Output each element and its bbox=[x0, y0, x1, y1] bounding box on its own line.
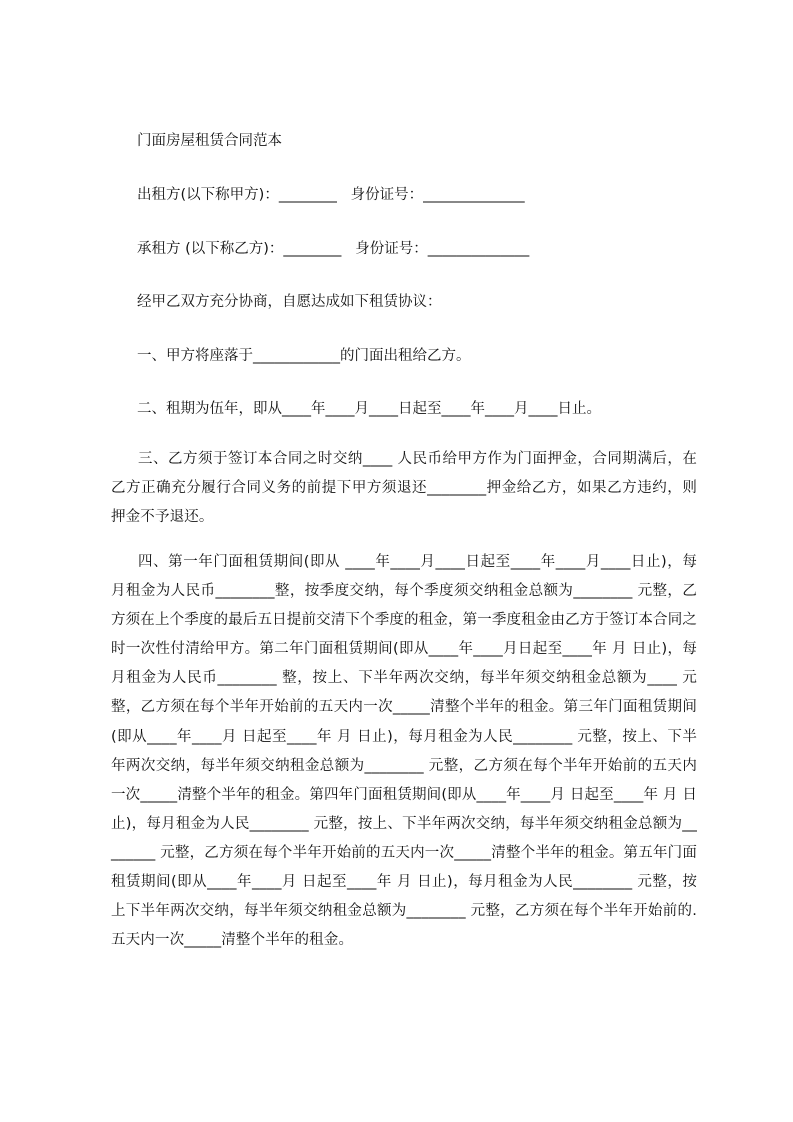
clause-4: 四、第一年门面租赁期间(即从 ____年____月____日起至____年____月____日止)，每月租金为人民币________整，按季度交纳，每个季度须交纳租金总额为________ 元整，乙方须在上个季度的最后五日提前交清下个季度的租金，第一季度租金由乙方于签订本合同之时一次性付清给甲方。第二年门面租赁期间(即从____年____月日起至____年 月 日止)，每月租金为人民币________ 整，按上、下半年两次交纳，每半年须交纳租金总额为____ 元整，乙方须在每个半年开始前的五天内一次_____清整个半年的租金。第三年门面租赁期间(即从____年____月 日起至____年 月 日止)，每月租金为人民________ 元整，按上、下半年两次交纳，每半年须交纳租金总额为________ 元整，乙方须在每个半年开始前的五天内一次_____清整个半年的租金。第四年门面租赁期间(即从____年____月 日起至____年 月 日止)，每月租金为人民________ 元整，按上、下半年两次交纳，每半年须交纳租金总额为________ 元整，乙方须在每个半年开始前的五天内一次_____清整个半年的租金。第五年门面租赁期间(即从____年____月 日起至____年 月 日止)，每月租金为人民________ 元整，按上下半年两次交纳，每半年须交纳租金总额为________ 元整，乙方须在每个半年开始前的. 五天内一次_____清整个半年的租金。 bbox=[111, 554, 697, 949]
intro-line: 经甲乙双方充分协商，自愿达成如下租赁协议： bbox=[137, 294, 442, 310]
clause-1: 一、甲方将座落于____________的门面出租给乙方。 bbox=[137, 348, 471, 364]
clause-2: 二、租期为伍年，即从____年____月____日起至____年____月____日止。 bbox=[137, 401, 601, 417]
lessor-line: 出租方(以下称甲方)：________ 身份证号：______________ bbox=[137, 187, 525, 203]
lessee-line: 承租方 (以下称乙方)：________ 身份证号：______________ bbox=[137, 241, 530, 257]
clause-3: 三、乙方须于签订本合同之时交纳____ 人民币给甲方作为门面押金，合同期满后，在乙方正确充分履行合同义务的前提下甲方须退还________押金给乙方，如果乙方违约，则押金不予退还。 bbox=[111, 451, 697, 526]
document-title: 门面房屋租赁合同范本 bbox=[137, 133, 282, 149]
